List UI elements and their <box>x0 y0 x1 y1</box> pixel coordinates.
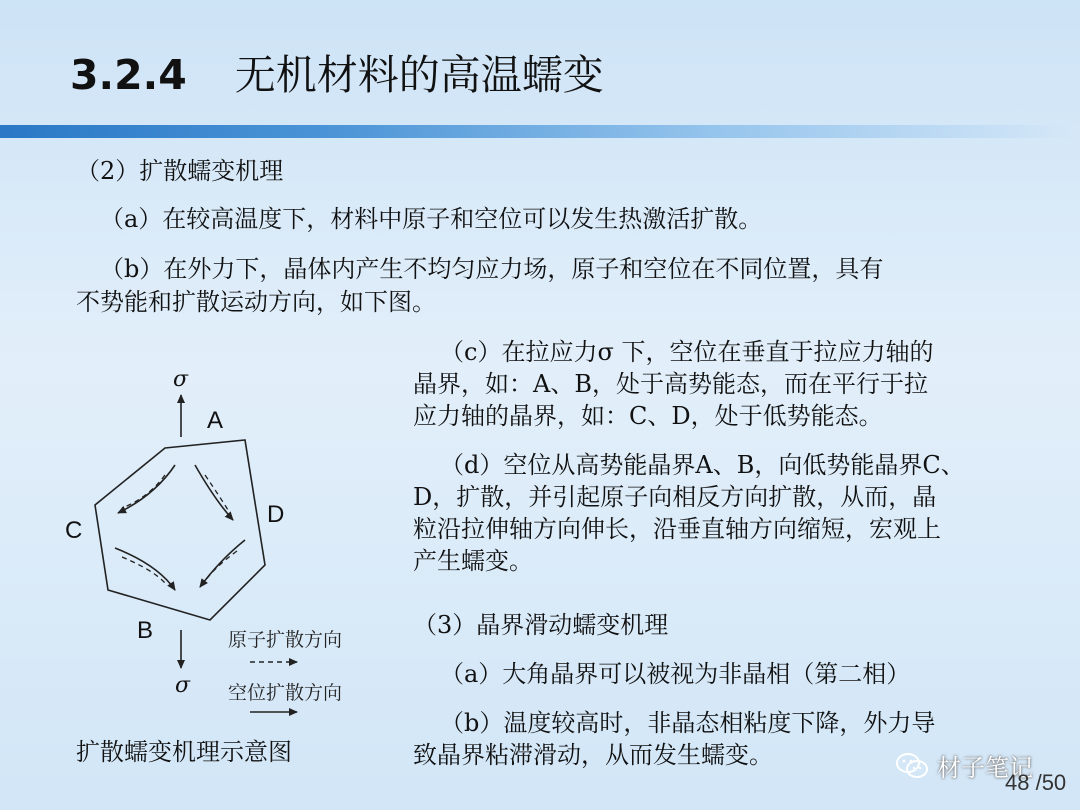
para-3a: （a）大角晶界可以被视为非晶相（第二相） <box>440 660 911 688</box>
legend-vacancy-text: 空位扩散方向 <box>228 682 343 704</box>
heading-diffusion-creep: （2）扩散蠕变机理 <box>76 157 284 185</box>
para-2b-line2: 不势能和扩散运动方向，如下图。 <box>76 288 436 316</box>
title-divider-bar <box>0 125 1080 138</box>
diagram-caption: 扩散蠕变机理示意图 <box>76 738 292 766</box>
grain-outline <box>95 440 265 620</box>
para-2d-line3: 粒沿拉伸轴方向伸长，沿垂直轴方向缩短，宏观上 <box>413 515 941 543</box>
diffusion-creep-diagram <box>50 355 380 745</box>
para-3b-line2: 致晶界粘滞滑动，从而发生蠕变。 <box>413 741 773 769</box>
para-2d-line4: 产生蠕变。 <box>413 547 533 575</box>
label-d: D <box>267 501 285 528</box>
section-number: 3.2.4 <box>70 51 187 99</box>
sigma-bottom-label: σ <box>175 673 191 698</box>
para-3b-line1: （b）温度较高时，非晶态相粘度下降，外力导 <box>440 709 936 737</box>
sigma-top-label: σ <box>173 367 189 392</box>
label-b: B <box>137 617 154 644</box>
para-2a: （a）在较高温度下，材料中原子和空位可以发生热激活扩散。 <box>100 205 763 233</box>
watermark-text: 材子笔记 <box>937 754 1033 782</box>
para-2c-line2: 晶界，如：A、B，处于高势能态，而在平行于拉 <box>413 370 928 398</box>
label-c: C <box>65 517 83 544</box>
para-2b-line1: （b）在外力下，晶体内产生不均匀应力场，原子和空位在不同位置，具有 <box>100 255 884 283</box>
para-2d-line2: D，扩散，并引起原子向相反方向扩散，从而，晶 <box>413 483 937 511</box>
page-number: 48 /50 <box>1005 770 1067 795</box>
section-title: 无机材料的高温蠕变 <box>234 51 604 99</box>
heading-grain-boundary-sliding: （3）晶界滑动蠕变机理 <box>413 611 669 639</box>
label-a: A <box>207 407 224 434</box>
para-2d-line1: （d）空位从高势能晶界A、B，向低势能晶界C、 <box>440 451 965 479</box>
para-2c-line3: 应力轴的晶界，如：C、D，处于低势能态。 <box>413 402 883 430</box>
legend-atom-text: 原子扩散方向 <box>228 629 343 651</box>
slide-title <box>70 42 604 101</box>
wechat-icon <box>895 752 929 780</box>
para-2c-line1: （c）在拉应力σ 下，空位在垂直于拉应力轴的 <box>440 338 934 366</box>
